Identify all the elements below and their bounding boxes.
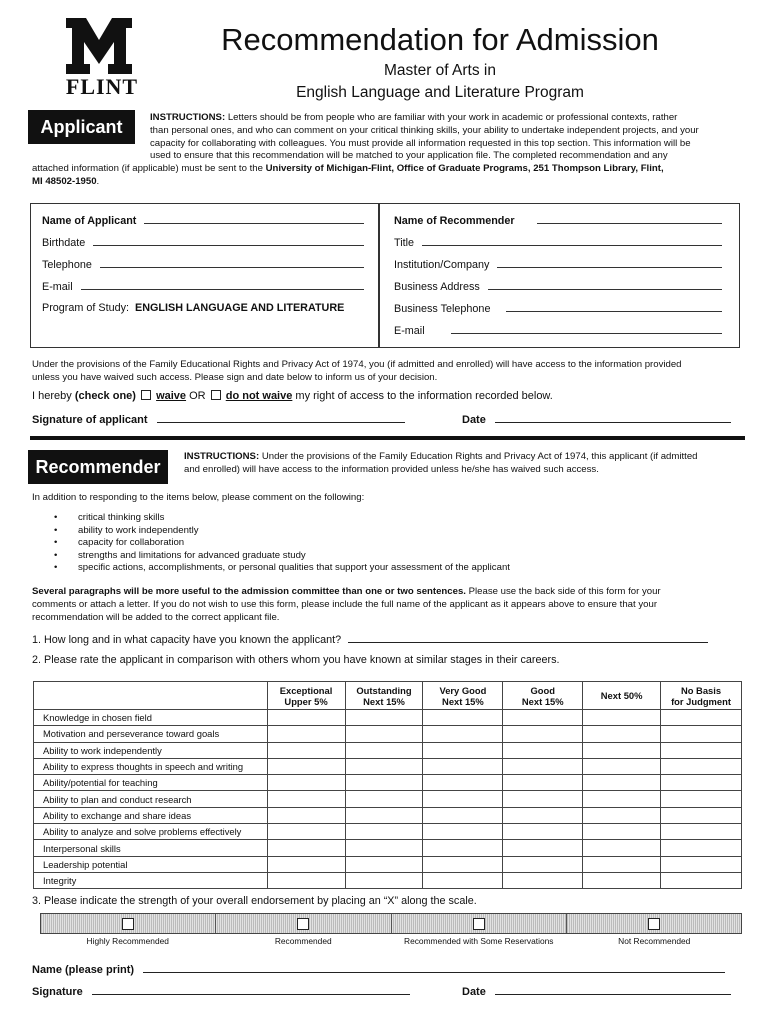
rating-criterion: Interpersonal skills — [34, 840, 268, 856]
rating-cell[interactable] — [345, 758, 423, 774]
table-row — [34, 742, 742, 758]
birthdate-field[interactable] — [42, 236, 364, 249]
rating-cell[interactable] — [423, 758, 503, 774]
list-item: • ability to work independently — [54, 525, 510, 538]
question-1-label: 1. How long and in what capacity have you known the applicant? — [32, 634, 342, 646]
rating-cell[interactable] — [423, 726, 503, 742]
applicant-section-label: Applicant — [28, 110, 135, 144]
rating-cell[interactable] — [661, 775, 742, 791]
question-1[interactable] — [32, 632, 708, 646]
section-divider — [30, 436, 745, 440]
table-row — [34, 726, 742, 742]
program-of-study — [42, 302, 372, 314]
print-name-label: Name (please print) — [32, 964, 135, 976]
rating-cell[interactable] — [503, 710, 583, 726]
recommender-date-field[interactable] — [462, 984, 731, 998]
applicant-instructions: INSTRUCTIONS: Letters should be from people who are familiar with your work in academic or professional contexts, rather than personal ones, and who can comment on your critical thinking skills, your ability to undertake independent projects, and your capacity for collaborating with colleagues. You must provide all information requested in this top section. This information will be used to ensure that this recommendation will be matched to your application file. The completed recommendation and any — [150, 112, 699, 162]
waive-checkbox[interactable] — [141, 390, 151, 400]
rating-header: Good Next 15% — [503, 682, 583, 710]
applicant-email-field[interactable] — [42, 280, 364, 293]
waiver-statement: I hereby (check one) waive OR do not waive my right of access to the information recorded below. — [32, 390, 553, 402]
rating-cell[interactable] — [583, 726, 661, 742]
applicant-box-divider — [378, 203, 380, 348]
scale-label: Not Recommended — [618, 936, 691, 946]
table-row — [34, 775, 742, 791]
table-row — [34, 807, 742, 823]
rating-cell[interactable] — [503, 856, 583, 872]
recommender-name-field[interactable] — [394, 214, 722, 227]
rating-cell[interactable] — [345, 840, 423, 856]
program-label: Program of Study: — [42, 302, 130, 314]
question-2: 2. Please rate the applicant in comparison with others whom you have known at similar stages in their careers. — [32, 654, 560, 666]
rating-cell[interactable] — [661, 856, 742, 872]
applicant-telephone-label: Telephone — [42, 259, 92, 271]
rating-cell[interactable] — [345, 807, 423, 823]
rating-cell[interactable] — [661, 742, 742, 758]
rating-cell[interactable] — [267, 742, 345, 758]
table-row — [34, 840, 742, 856]
recommender-signature-field[interactable] — [32, 984, 410, 998]
table-row — [34, 791, 742, 807]
rating-cell[interactable] — [345, 824, 423, 840]
recommender-section-label: Recommender — [28, 450, 168, 484]
rating-cell[interactable] — [423, 742, 503, 758]
rating-cell[interactable] — [503, 824, 583, 840]
title-label: Title — [394, 237, 414, 249]
business-telephone-field[interactable] — [394, 302, 722, 315]
rating-cell[interactable] — [345, 856, 423, 872]
rating-criterion: Leadership potential — [34, 856, 268, 872]
rating-cell[interactable] — [267, 840, 345, 856]
rating-cell[interactable] — [267, 872, 345, 888]
rating-cell[interactable] — [583, 824, 661, 840]
endorsement-scale — [40, 913, 742, 934]
scale-label: Recommended with Some Reservations — [404, 936, 554, 946]
rating-cell[interactable] — [583, 775, 661, 791]
business-telephone-label: Business Telephone — [394, 303, 491, 315]
applicant-telephone-field[interactable] — [42, 258, 364, 271]
rating-cell[interactable] — [661, 726, 742, 742]
rating-cell[interactable] — [423, 840, 503, 856]
business-address-field[interactable] — [394, 280, 722, 293]
applicant-name-label: Name of Applicant — [42, 215, 137, 227]
rating-cell[interactable] — [583, 856, 661, 872]
applicant-signature-label: Signature of applicant — [32, 414, 148, 426]
rating-table — [33, 681, 742, 889]
rating-cell[interactable] — [661, 872, 742, 888]
page-subtitle-1: Master of Arts in — [384, 62, 496, 79]
flint-logo-text: FLINT — [65, 74, 139, 99]
table-row — [34, 710, 742, 726]
rating-cell[interactable] — [583, 710, 661, 726]
applicant-date-label: Date — [462, 414, 486, 426]
list-item: • strengths and limitations for advanced graduate study — [54, 550, 510, 563]
question-3: 3. Please indicate the strength of your overall endorsement by placing an “X” along the scale. — [32, 895, 477, 907]
rating-cell[interactable] — [267, 791, 345, 807]
rating-cell[interactable] — [583, 807, 661, 823]
rating-header: Outstanding Next 15% — [345, 682, 423, 710]
recommender-email-label: E-mail — [394, 325, 425, 337]
applicant-name-field[interactable] — [42, 214, 364, 227]
rating-cell[interactable] — [267, 856, 345, 872]
ferpa-notice: Under the provisions of the Family Educational Rights and Privacy Act of 1974, you (if admitted and enrolled) will have access to the information provided unless you have waived such access. Please sign and date below to inform us of your decision. — [32, 359, 682, 383]
list-item: • capacity for collaboration — [54, 537, 510, 550]
rating-cell[interactable] — [661, 710, 742, 726]
rating-cell[interactable] — [267, 710, 345, 726]
scale-label: Highly Recommended — [86, 936, 169, 946]
recommended-with-reservations-checkbox[interactable] — [473, 918, 485, 930]
rating-criterion: Ability to express thoughts in speech and writing — [34, 758, 268, 774]
rating-cell[interactable] — [583, 758, 661, 774]
rating-cell[interactable] — [503, 742, 583, 758]
rating-cell[interactable] — [503, 872, 583, 888]
rating-cell[interactable] — [267, 726, 345, 742]
recommender-date-label: Date — [462, 986, 486, 998]
rating-cell[interactable] — [423, 856, 503, 872]
rating-cell[interactable] — [423, 710, 503, 726]
rating-cell[interactable] — [345, 775, 423, 791]
rating-cell[interactable] — [267, 775, 345, 791]
rating-cell[interactable] — [267, 758, 345, 774]
rating-cell[interactable] — [503, 791, 583, 807]
rating-cell[interactable] — [267, 807, 345, 823]
highly-recommended-checkbox[interactable] — [122, 918, 134, 930]
rating-cell[interactable] — [345, 726, 423, 742]
rating-cell[interactable] — [345, 872, 423, 888]
recommended-checkbox[interactable] — [297, 918, 309, 930]
rating-cell[interactable] — [423, 791, 503, 807]
not-recommended-checkbox[interactable] — [648, 918, 660, 930]
rating-cell[interactable] — [661, 840, 742, 856]
list-item: • critical thinking skills — [54, 512, 510, 525]
recommender-name-label: Name of Recommender — [394, 215, 515, 227]
rating-criterion: Integrity — [34, 872, 268, 888]
rating-cell[interactable] — [503, 758, 583, 774]
endorsement-scale-labels — [40, 936, 742, 946]
do-not-waive-checkbox[interactable] — [211, 390, 221, 400]
recommender-print-name-field[interactable] — [32, 962, 725, 976]
table-row — [34, 758, 742, 774]
program-value: ENGLISH LANGUAGE AND LITERATURE — [135, 302, 345, 314]
applicant-date-field[interactable] — [462, 412, 731, 426]
applicant-instructions-address: attached information (if applicable) must be sent to the University of Michigan-Flint, Office of Graduate Programs, 251 Thompson Library, Flint, MI 48502-1950. — [32, 163, 664, 187]
rating-header: Next 50% — [583, 682, 661, 710]
applicant-signature-field[interactable] — [32, 412, 405, 426]
rating-criterion: Ability to work independently — [34, 742, 268, 758]
rating-criterion: Motivation and perseverance toward goals — [34, 726, 268, 742]
rating-cell[interactable] — [503, 726, 583, 742]
rating-header: No Basis for Judgment — [661, 682, 742, 710]
rating-cell[interactable] — [583, 872, 661, 888]
recommender-email-field[interactable] — [394, 324, 722, 337]
paragraph-guidance: Several paragraphs will be more useful to the admission committee than one or two sentences. Please use the back side of this form for your comments or attach a letter. If you do not wish to use this form, please include the full name of the applicant as it appears above to ensure that your recommendation will be added to the correct applicant file. — [32, 586, 661, 623]
table-row — [34, 824, 742, 840]
university-m-logo — [64, 16, 134, 76]
rating-cell[interactable] — [583, 840, 661, 856]
business-address-label: Business Address — [394, 281, 480, 293]
rating-header: Exceptional Upper 5% — [267, 682, 345, 710]
page-title: Recommendation for Admission — [221, 22, 659, 57]
rating-cell[interactable] — [661, 824, 742, 840]
rating-criterion: Ability to plan and conduct research — [34, 791, 268, 807]
list-item: • specific actions, accomplishments, or personal qualities that support your assessment of the applicant — [54, 562, 510, 575]
rating-cell[interactable] — [423, 775, 503, 791]
institution-field[interactable] — [394, 258, 722, 271]
recommender-instructions: INSTRUCTIONS: Under the provisions of the Family Education Rights and Privacy Act of 1974, this applicant (if admitted and enrolled) will have access to the information provided unless he/she has waived such access. — [184, 451, 698, 475]
institution-label: Institution/Company — [394, 259, 490, 271]
rating-cell[interactable] — [661, 758, 742, 774]
scale-label: Recommended — [274, 936, 332, 946]
rating-criterion: Ability/potential for teaching — [34, 775, 268, 791]
rating-cell[interactable] — [267, 824, 345, 840]
rating-cell[interactable] — [423, 824, 503, 840]
recommender-signature-label: Signature — [32, 986, 83, 998]
rating-header-blank — [34, 682, 268, 710]
rating-cell[interactable] — [345, 710, 423, 726]
comment-intro: In addition to responding to the items below, please comment on the following: — [32, 492, 365, 503]
rating-cell[interactable] — [583, 742, 661, 758]
rating-cell[interactable] — [345, 742, 423, 758]
rating-criterion: Knowledge in chosen field — [34, 710, 268, 726]
rating-cell[interactable] — [583, 791, 661, 807]
rating-cell[interactable] — [423, 807, 503, 823]
table-row — [34, 872, 742, 888]
rating-cell[interactable] — [503, 807, 583, 823]
rating-cell[interactable] — [503, 840, 583, 856]
rating-cell[interactable] — [661, 807, 742, 823]
title-field[interactable] — [394, 236, 722, 249]
table-row — [34, 856, 742, 872]
rating-criterion: Ability to analyze and solve problems effectively — [34, 824, 268, 840]
rating-criterion: Ability to exchange and share ideas — [34, 807, 268, 823]
rating-header: Very Good Next 15% — [423, 682, 503, 710]
rating-cell[interactable] — [661, 791, 742, 807]
comment-topics-list — [54, 512, 510, 575]
page-subtitle-2: English Language and Literature Program — [296, 84, 584, 101]
applicant-email-label: E-mail — [42, 281, 73, 293]
rating-cell[interactable] — [423, 872, 503, 888]
rating-cell[interactable] — [503, 775, 583, 791]
birthdate-label: Birthdate — [42, 237, 86, 249]
rating-cell[interactable] — [345, 791, 423, 807]
